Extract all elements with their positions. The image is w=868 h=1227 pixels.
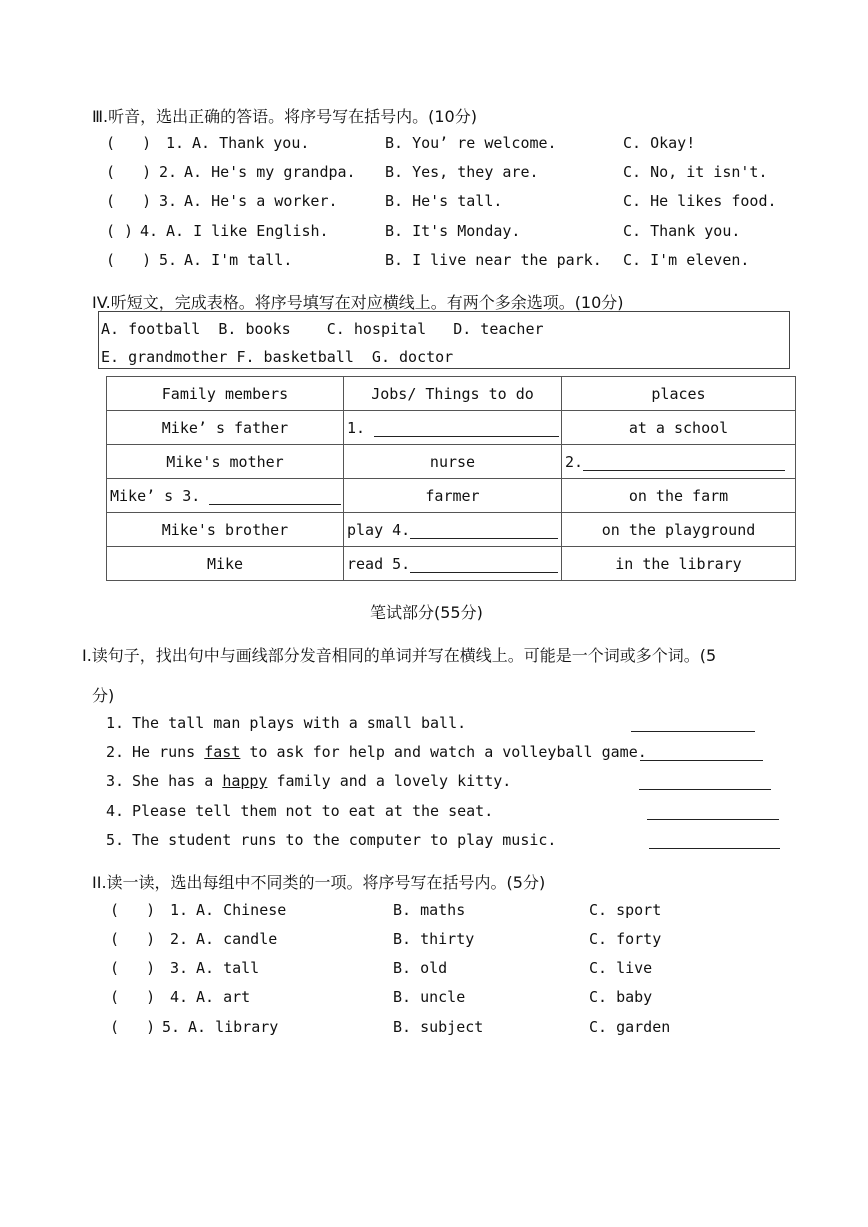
job-cell: farmer [344,479,562,513]
option-c: C. Okay! [623,134,696,152]
part2-title: II.读一读，选出每组中不同类的一项。将序号写在括号内。(5分) [92,873,546,892]
option-a: A. art [196,988,251,1006]
option-c: C. No, it isn't. [623,163,768,181]
answer-blank[interactable] [374,421,559,437]
answer-bracket[interactable]: ( ) [110,988,156,1006]
job-cell: nurse [344,445,562,479]
answer-blank[interactable] [631,716,755,732]
part1-title: I.读句子，找出句中与画线部分发音相同的单词并写在横线上。可能是一个词或多个词。(5 [82,646,717,665]
sentence-text: She has a happy family and a lovely kitty. [132,772,512,790]
place-cell: on the playground [562,513,796,547]
sentence-number: 2. [106,743,125,761]
answer-blank[interactable] [647,804,779,820]
part1-title-cont: 分) [92,686,115,705]
option-b: B. It's Monday. [385,222,521,240]
sentence-number: 3. [106,772,125,790]
option-b: B. Yes, they are. [385,163,539,181]
sentence-text: He runs fast to ask for help and watch a volleyball game. [132,743,647,761]
question-number: 3. [170,959,189,977]
job-cell: play 4. [344,513,562,547]
answer-bracket[interactable]: ( ) [106,222,134,240]
member-cell: Mike [107,547,344,581]
option-c: C. garden [589,1018,671,1036]
option-a: A. library [188,1018,279,1036]
answer-bracket[interactable]: ( ) [110,930,156,948]
section4-title: IV.听短文，完成表格。将序号填写在对应横线上。有两个多余选项。(10分) [92,293,624,312]
answer-blank[interactable] [410,557,558,573]
table-header-row [107,377,796,411]
option-b: B. uncle [393,988,466,1006]
option-b: B. maths [393,901,466,919]
place-cell: on the farm [562,479,796,513]
options-line: E. grandmother F. basketball G. doctor [101,348,454,366]
table-row [107,513,796,547]
answer-bracket[interactable]: ( ) [106,163,152,181]
answer-bracket[interactable]: ( ) [110,901,156,919]
option-c: C. forty [589,930,662,948]
option-a: A. He's a worker. [184,192,338,210]
option-a: A. I like English. [166,222,329,240]
option-a: A. He's my grandpa. [184,163,356,181]
sentence-number: 5. [106,831,125,849]
option-b: B. subject [393,1018,484,1036]
column-header: Family members [107,377,344,411]
option-b: B. He's tall. [385,192,503,210]
family-table [106,376,796,581]
answer-bracket[interactable]: ( ) [106,251,152,269]
member-cell: Mike’ s father [107,411,344,445]
answer-bracket[interactable]: ( ) [106,134,152,152]
question-number: 5. [162,1018,181,1036]
member-cell: Mike's brother [107,513,344,547]
job-cell: 1. [344,411,562,445]
option-a: A. I'm tall. [184,251,293,269]
place-cell: at a school [562,411,796,445]
sentence-number: 1. [106,714,125,732]
options-line: A. football B. books C. hospital D. teacher [101,320,544,338]
question-number: 4. [170,988,189,1006]
question-number: 5. [159,251,178,269]
answer-blank[interactable] [583,455,785,471]
sentence-number: 4. [106,802,125,820]
answer-bracket[interactable]: ( ) [110,1018,156,1036]
sentence-text: Please tell them not to eat at the seat. [132,802,494,820]
written-part-title: 笔试部分(55分) [370,603,483,622]
option-b: B. old [393,959,448,977]
column-header: places [562,377,796,411]
answer-blank[interactable] [639,774,771,790]
place-cell: 2. [562,445,796,479]
place-cell: in the library [562,547,796,581]
question-number: 1. [166,134,185,152]
option-c: C. live [589,959,653,977]
question-number: 3. [159,192,178,210]
option-b: B. I live near the park. [385,251,602,269]
option-c: C. He likes food. [623,192,777,210]
option-c: C. baby [589,988,653,1006]
answer-blank[interactable] [649,833,780,849]
sentence-text: The student runs to the computer to play music. [132,831,557,849]
question-number: 1. [170,901,189,919]
question-number: 2. [170,930,189,948]
option-b: B. You’ re welcome. [385,134,557,152]
table-row [107,411,796,445]
member-cell: Mike's mother [107,445,344,479]
answer-blank[interactable] [640,745,763,761]
question-number: 2. [159,163,178,181]
option-a: A. candle [196,930,278,948]
column-header: Jobs/ Things to do [344,377,562,411]
option-c: C. I'm eleven. [623,251,750,269]
answer-blank[interactable] [209,489,341,505]
option-b: B. thirty [393,930,475,948]
option-c: C. sport [589,901,662,919]
job-cell: read 5. [344,547,562,581]
option-c: C. Thank you. [623,222,741,240]
option-a: A. Thank you. [192,134,310,152]
answer-bracket[interactable]: ( ) [106,192,152,210]
option-a: A. tall [196,959,260,977]
section3-title: Ⅲ.听音，选出正确的答语。将序号写在括号内。(10分) [92,107,477,126]
answer-bracket[interactable]: ( ) [110,959,156,977]
table-row [107,445,796,479]
sentence-text: The tall man plays with a small ball. [132,714,467,732]
question-number: 4. [140,222,159,240]
table-row [107,547,796,581]
table-row [107,479,796,513]
option-a: A. Chinese [196,901,287,919]
answer-blank[interactable] [410,523,558,539]
member-cell: Mike’ s 3. [107,479,344,513]
